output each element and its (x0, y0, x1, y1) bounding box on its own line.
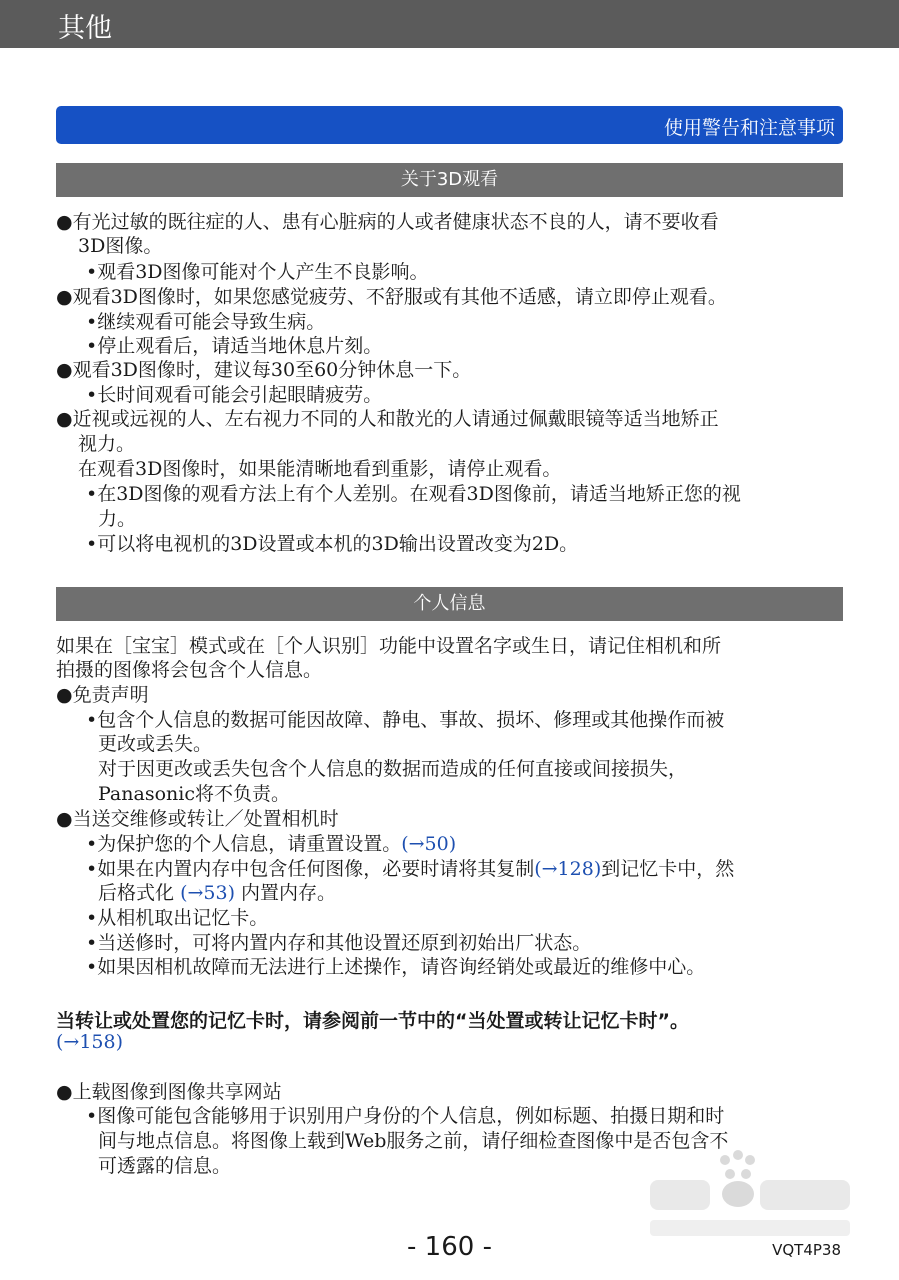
document-code: VQT4P38 (772, 1241, 841, 1259)
text-fragment: •如果在内置内存中包含任何图像，必要时请将其复制 (86, 858, 535, 880)
text-line: 3D图像。 (78, 235, 163, 257)
section-header-3d: 关于3D观看 (56, 163, 843, 197)
chapter-title: 其他 (58, 13, 112, 44)
text-line: 力。 (98, 508, 137, 530)
text-line: ●免责声明 (56, 684, 149, 706)
text-line: •长时间观看可能会引起眼睛疲劳。 (86, 384, 383, 406)
page-number: - 160 - (407, 1232, 492, 1262)
text-fragment: 后格式化 (98, 882, 175, 904)
section-header-personal-info: 个人信息 (56, 587, 843, 621)
text-line: •继续观看可能会导致生病。 (86, 311, 326, 333)
text-line: •如果因相机故障而无法进行上述操作，请咨询经销处或最近的维修中心。 (86, 956, 706, 978)
text-line: Panasonic将不负责。 (98, 783, 290, 805)
watermark-logo (650, 1150, 850, 1245)
page-ref-link[interactable]: (→158) (56, 1031, 124, 1053)
text-line: •观看3D图像可能对个人产生不良影响。 (86, 261, 429, 283)
page-ref-link[interactable]: (→53) (180, 882, 235, 904)
text-line: •在3D图像的观看方法上有个人差别。在观看3D图像前，请适当地矫正您的视 (86, 483, 741, 505)
memory-card-note: 当转让或处置您的记忆卡时，请参阅前一节中的“当处置或转让记忆卡时”。 (56, 1010, 689, 1032)
text-fragment: 到记忆卡中，然 (601, 858, 735, 880)
text-line: ●有光过敏的既往症的人、患有心脏病的人或者健康状态不良的人，请不要收看 (56, 211, 719, 233)
text-line: ●当送交维修或转让／处置相机时 (56, 808, 339, 830)
text-line: •可以将电视机的3D设置或本机的3D输出设置改变为2D。 (86, 533, 579, 555)
text-line: •图像可能包含能够用于识别用户身份的个人信息，例如标题、拍摄日期和时 (86, 1105, 725, 1127)
text-fragment: 内置内存。 (241, 882, 337, 904)
text-line (98, 881, 336, 905)
text-line: •包含个人信息的数据可能因故障、静电、事故、损坏、修理或其他操作而被 (86, 709, 725, 731)
text-line: •当送修时，可将内置内存和其他设置还原到初始出厂状态。 (86, 932, 592, 954)
section-banner (56, 106, 843, 144)
text-line: ●观看3D图像时，如果您感觉疲劳、不舒服或有其他不适感，请立即停止观看。 (56, 286, 727, 308)
text-line: ●近视或远视的人、左右视力不同的人和散光的人请通过佩戴眼镜等适当地矫正 (56, 408, 719, 430)
text-line: •停止观看后，请适当地休息片刻。 (86, 335, 383, 357)
text-line: 在观看3D图像时，如果能清晰地看到重影，请停止观看。 (78, 458, 562, 480)
banner-label: 使用警告和注意事项 (663, 117, 835, 139)
text-line: 对于因更改或丢失包含个人信息的数据而造成的任何直接或间接损失， (98, 758, 688, 780)
text-line: 拍摄的图像将会包含个人信息。 (56, 659, 323, 681)
page-ref-link[interactable]: (→128) (534, 858, 602, 880)
text-line: 间与地点信息。将图像上载到Web服务之前，请仔细检查图像中是否包含不 (98, 1130, 729, 1152)
text-fragment: •为保护您的个人信息，请重置设置。 (86, 833, 402, 855)
text-line (86, 832, 456, 856)
top-bar (0, 0, 899, 48)
text-line: 视力。 (78, 433, 136, 455)
page-ref-link[interactable]: (→50) (401, 833, 457, 855)
text-line: 如果在［宝宝］模式或在［个人识别］功能中设置名字或生日，请记住相机和所 (56, 635, 722, 657)
text-line: 更改或丢失。 (98, 733, 213, 755)
text-line: ●上载图像到图像共享网站 (56, 1081, 282, 1103)
text-line (86, 857, 734, 881)
text-line: ●观看3D图像时，建议每30至60分钟休息一下。 (56, 359, 472, 381)
text-line: 可透露的信息。 (98, 1155, 232, 1177)
text-line: •从相机取出记忆卡。 (86, 907, 269, 929)
